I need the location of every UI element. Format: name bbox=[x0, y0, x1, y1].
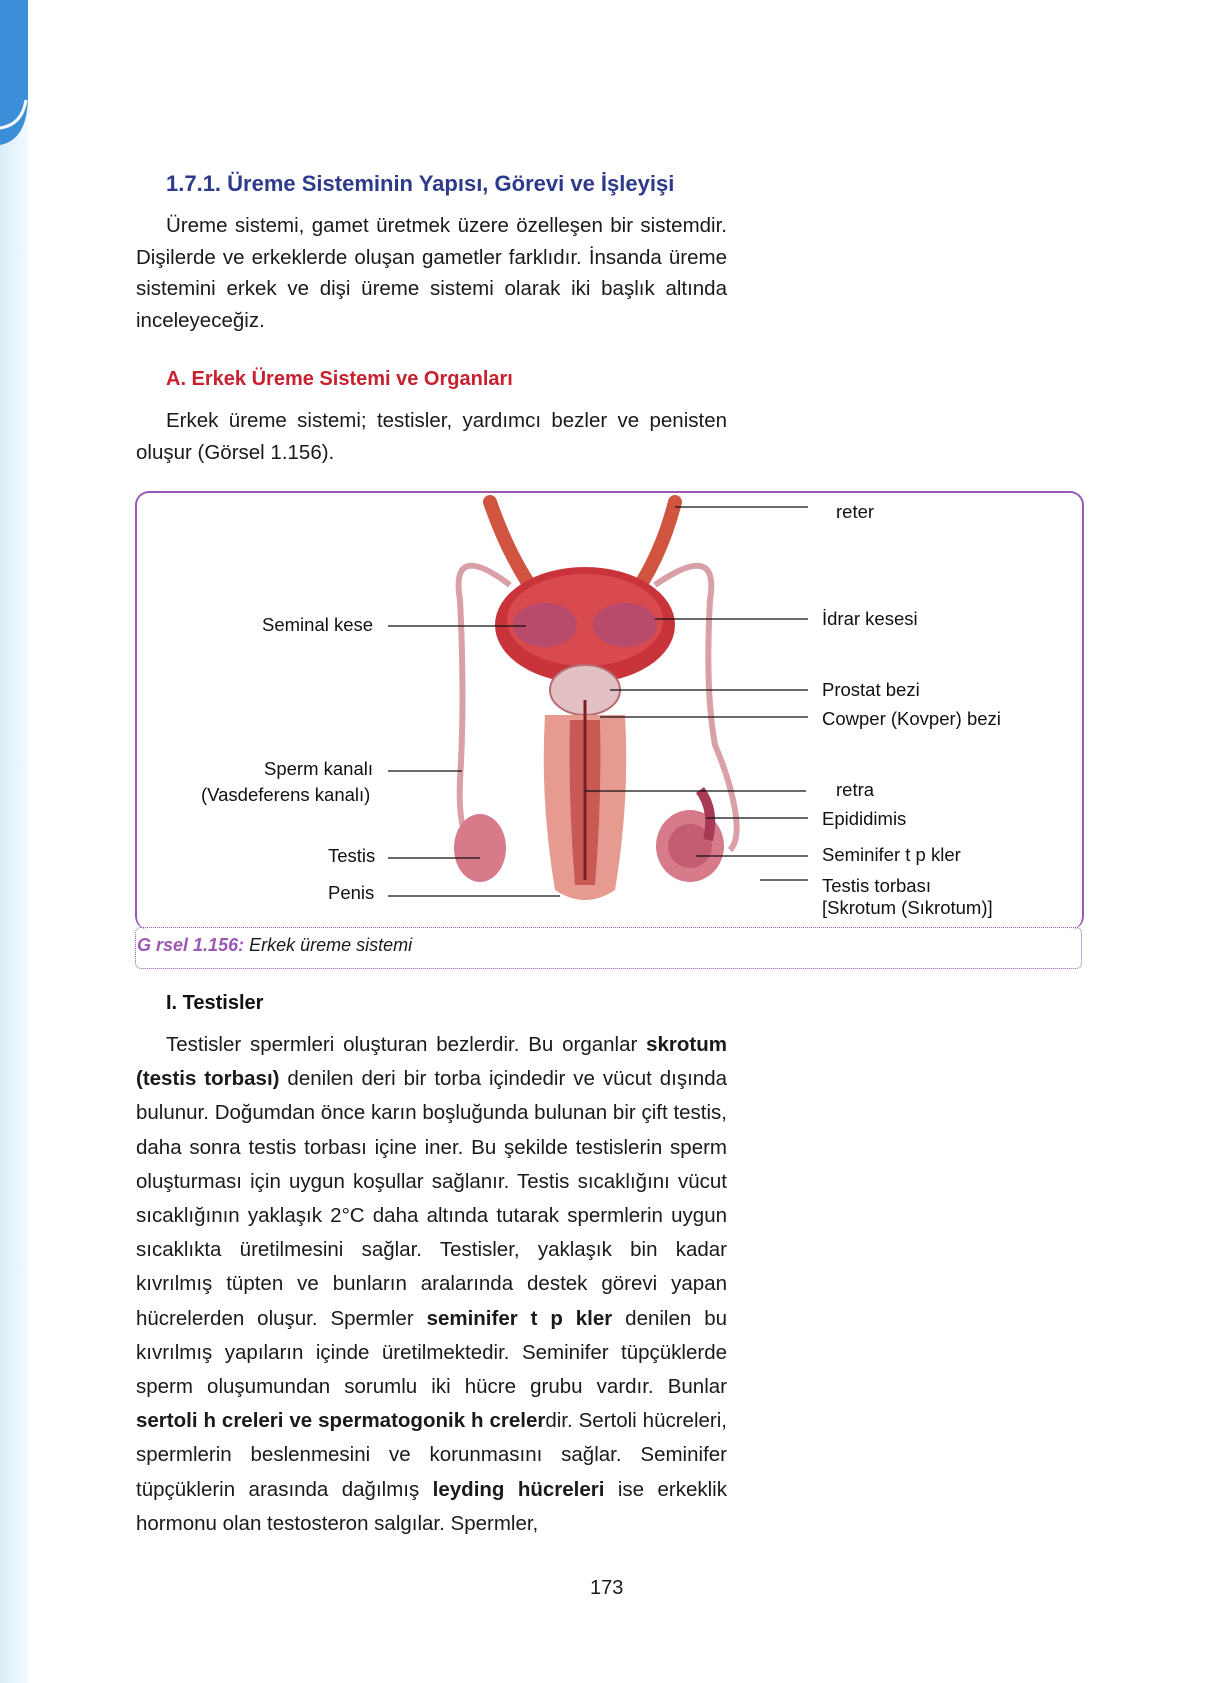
label-urethra: retra bbox=[836, 779, 875, 800]
label-vas-deferens: (Vasdeferens kanalı) bbox=[201, 784, 371, 805]
intro-paragraph: Üreme sistemi, gamet üretmek üzere özelleşen bir sistemdir. Dişilerde ve erkeklerde oluşan gametler farklıdır. İnsanda üreme sistemini erkek ve dişi üreme sistemi olarak iki başlık altında inceleyeceğiz. bbox=[136, 214, 727, 332]
paragraph-a: Erkek üreme sistemi; testisler, yardımcı bezler ve penisten oluşur (Görsel 1.156). bbox=[136, 409, 727, 464]
caption-label: rsel 1.156: bbox=[151, 935, 245, 955]
label-epididymis: Epididimis bbox=[822, 808, 907, 829]
label-penis: Penis bbox=[328, 882, 375, 903]
label-bladder: İdrar kesesi bbox=[822, 608, 918, 629]
label-prostate: Prostat bezi bbox=[822, 679, 920, 700]
label-scrotum-alt: [Skrotum (Sıkrotum)] bbox=[822, 897, 993, 918]
label-cowper-gland: Cowper (Kovper) bezi bbox=[822, 708, 1001, 729]
subsection-heading-testis: I. Testisler bbox=[166, 992, 264, 1014]
label-seminal-vesicle: Seminal kese bbox=[262, 614, 374, 635]
label-testis: Testis bbox=[328, 845, 376, 866]
section-heading: 1.7.1. Üreme Sisteminin Yapısı, Görevi ve İşleyişi bbox=[166, 171, 675, 196]
label-scrotum: Testis torbası bbox=[822, 875, 931, 896]
caption-text: Erkek üreme sistemi bbox=[244, 935, 413, 955]
page-number: 173 bbox=[590, 1577, 624, 1599]
subsection-heading-a: A. Erkek Üreme Sistemi ve Organları bbox=[166, 368, 513, 390]
figure-caption bbox=[137, 935, 412, 956]
caption-label-g: G bbox=[137, 935, 152, 955]
testis-paragraph: Testisler spermleri oluşturan bezlerdir. Bu organlar skrotum (testis torbası) denilen deri bir torba içindedir ve vücut dışında bulunur. Doğumdan önce karın boşluğunda bulunan bir çift testis, daha sonra testis torbası içine iner. Bu şekilde testislerin sperm oluşturması için uygun koşullar sağlanır. Testis sıcaklığını vücut sıcaklığının yaklaşık 2°C daha altında tutarak spermlerin uygun sıcaklıkta üretilmesini sağlar. Testisler, yaklaşık bin kadar kıvrılmış tüpten ve bunların aralarında destek görevi yapan hücrelerden oluşur. Spermler seminifer t p kler denilen bu kıvrılmış yapıların içinde üretilmektedir. Seminifer tüpçüklerde sperm oluşumundan sorumlu iki hücre grubu vardır. Bunlar sertoli h creleri ve spermatogonik h crelerdir. Sertoli hücreleri, spermlerin beslenmesini ve korunmasını sağlar. Seminifer tüpçüklerin arasında dağılmış leyding hücreleri ise erkeklik hormonu olan testosteron salgılar. Spermler, bbox=[136, 1033, 728, 1535]
label-seminiferous-tubules: Seminifer t p kler bbox=[822, 844, 961, 865]
label-ureter: reter bbox=[836, 501, 875, 522]
label-sperm-duct: Sperm kanalı bbox=[264, 758, 373, 779]
